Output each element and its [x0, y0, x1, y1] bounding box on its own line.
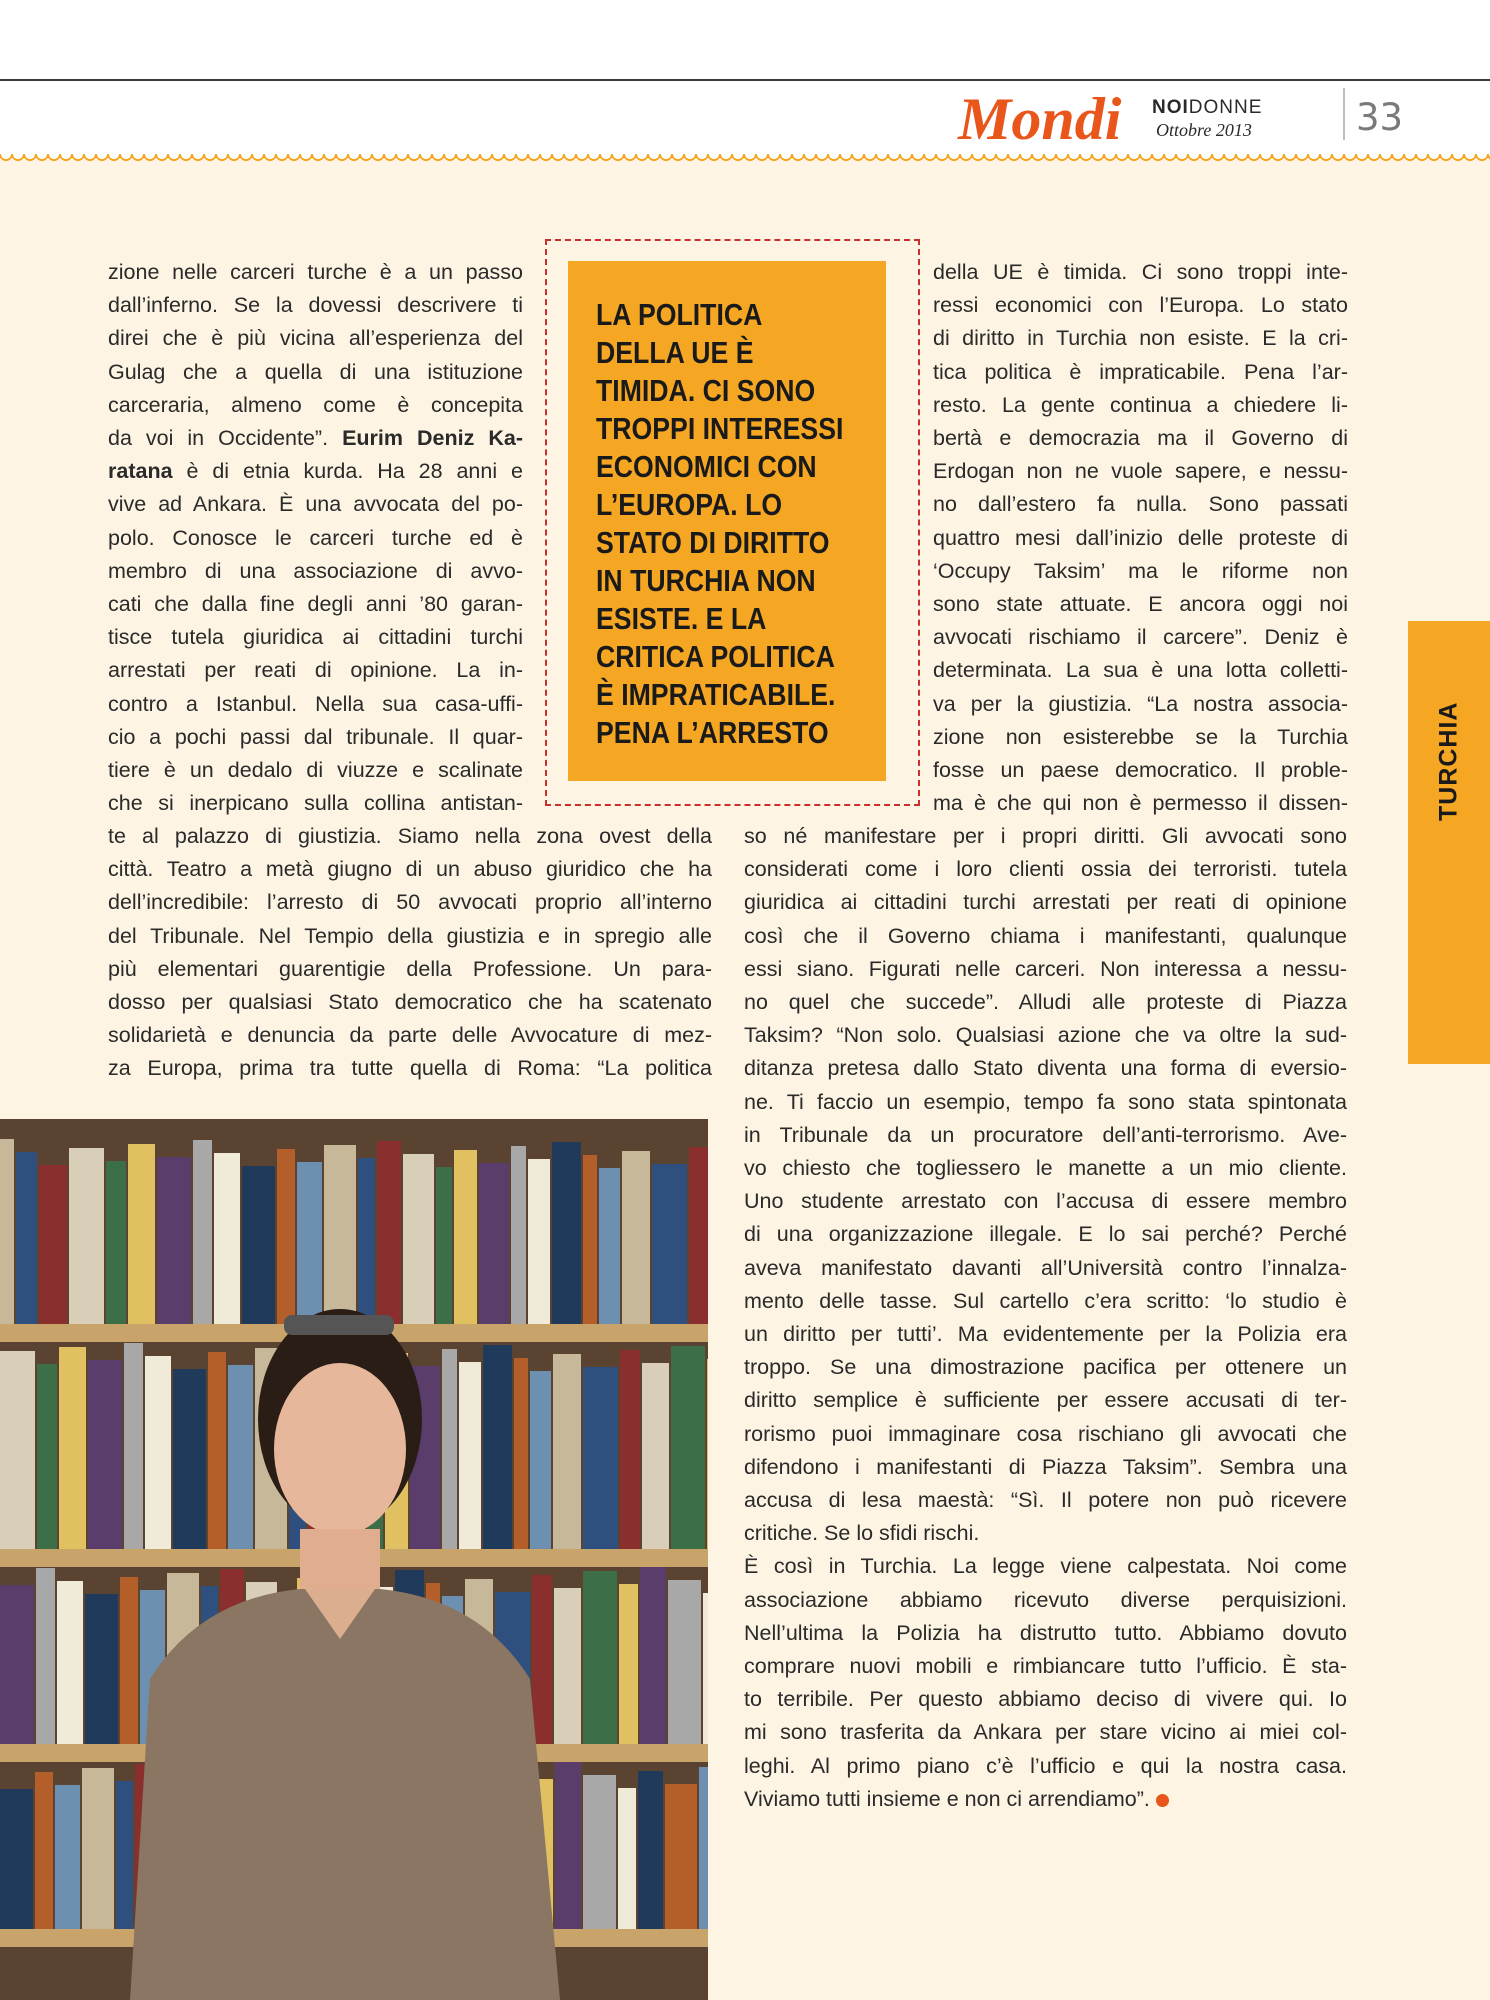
page-header — [0, 81, 1490, 159]
text-line: Erdogan non ne vuole sapere, e nessu- — [933, 459, 1348, 484]
text-line: considerati come i loro clienti ossia dei terroristi. tutela — [744, 857, 1347, 882]
text-line: Uno studente arrestato con l’accusa di essere membro — [744, 1189, 1347, 1214]
text-line: avvocati rischiamo il carcere”. Deniz è — [933, 625, 1348, 650]
book-spine — [193, 1140, 212, 1324]
text-line: dall’inferno. Se la dovessi descrivere ti — [108, 293, 523, 318]
text-line: diritto semplice è sufficiente per essere accusati di ter- — [744, 1388, 1347, 1413]
book-spine — [16, 1152, 37, 1324]
text-line: ressi economici con l’Europa. Lo stato — [933, 293, 1348, 318]
book-spine — [35, 1772, 53, 1929]
pull-quote — [568, 261, 886, 781]
text-line: direi che è più vicina all’esperienza del — [108, 326, 523, 351]
text-line: ma è che qui non è permesso il dissen- — [933, 791, 1348, 816]
interviewee-name-cont: ratana — [108, 459, 173, 484]
text-line: Viviamo tutti insieme e non ci arrendiamo”. — [744, 1783, 1347, 1816]
book-spine — [228, 1365, 253, 1549]
book-spine — [85, 1594, 118, 1744]
text-line: che si inerpicano sulla collina antistan- — [108, 791, 523, 816]
text-line: polo. Conosce le carceri turche ed è — [108, 525, 523, 550]
book-spine — [665, 1784, 697, 1929]
book-spine — [297, 1162, 322, 1324]
book-spine — [0, 1351, 35, 1549]
book-spine — [514, 1358, 528, 1549]
book-spine — [124, 1343, 143, 1549]
book-spine — [583, 1571, 617, 1744]
text-line: aveva manifestato davanti all’Università contro l’innalza- — [744, 1255, 1347, 1280]
side-tab-label: TURCHIA — [1434, 701, 1463, 821]
text-line: Nell’ultima la Polizia ha distrutto tutto. Abbiamo dovuto — [744, 1620, 1347, 1645]
book-spine — [403, 1154, 434, 1324]
text-line: troppo. Se una dimostrazione pacifica per ottenere un — [744, 1355, 1347, 1380]
book-spine — [157, 1157, 191, 1324]
book-spine — [511, 1146, 526, 1324]
book-spine — [620, 1350, 640, 1549]
book-spine — [0, 1585, 34, 1744]
text-line: difendono i manifestanti di Piazza Taksim”. Sembra una — [744, 1454, 1347, 1479]
text-line: to terribile. Per questo abbiamo deciso di vivere qui. Io — [744, 1687, 1347, 1712]
book-spine — [116, 1781, 133, 1929]
book-spine — [82, 1768, 114, 1929]
portrait-photo-graphic — [0, 1119, 708, 2000]
text-line: zione non esisterebbe se la Turchia — [933, 724, 1348, 749]
book-spine — [55, 1785, 80, 1929]
text-line: cati che dalla fine degli anni ’80 garan- — [108, 592, 523, 617]
page-number: 33 — [1356, 96, 1404, 139]
book-spine — [173, 1369, 206, 1549]
text-line: di una organizzazione illegale. E lo sai perché? Perché — [744, 1222, 1347, 1247]
book-spine — [671, 1346, 705, 1549]
magazine-name-bold: NOI — [1152, 97, 1189, 118]
book-spine — [619, 1584, 638, 1744]
book-spine — [36, 1568, 55, 1744]
end-mark-icon — [1156, 1794, 1169, 1807]
portrait-photo — [0, 1119, 708, 2000]
book-spine — [436, 1167, 452, 1324]
text-line: carceraria, almeno come è concepita — [108, 392, 523, 417]
text-line: te al palazzo di giustizia. Siamo nella zona ovest della — [108, 824, 712, 848]
text-line: quattro mesi dall’inizio delle proteste di — [933, 525, 1348, 550]
article-column-right-bottom — [744, 820, 1347, 1816]
text-line: da voi in Occidente”. Eurim Deniz Ka- — [108, 426, 523, 451]
text-line: critiche. Se lo sfidi rischi. — [744, 1521, 980, 1546]
book-spine — [57, 1581, 83, 1744]
text-line: essi siano. Figurati nelle carceri. Non interessa a nessu- — [744, 956, 1347, 981]
text-line: bertà e democrazia ma il Governo di — [933, 426, 1348, 451]
text-line: città. Teatro a metà giugno di un abuso giuridico che ha — [108, 857, 712, 882]
book-spine — [528, 1159, 550, 1324]
text-line: di diritto in Turchia non esiste. E la cri- — [933, 326, 1348, 351]
text-line: È così in Turchia. La legge viene calpestata. Noi come — [744, 1554, 1347, 1579]
magazine-name-rest: DONNE — [1188, 97, 1263, 118]
text-line: Gulag che a quella di una istituzione — [108, 359, 523, 384]
text-line: ditanza pretesa dallo Stato diventa una forma di eversio- — [744, 1056, 1347, 1081]
book-spine — [599, 1168, 620, 1324]
book-spine — [106, 1161, 126, 1324]
text-line: leghi. Al primo piano c’è l’ufficio e qui la nostra casa. — [744, 1753, 1347, 1778]
book-spine — [530, 1371, 551, 1549]
interviewee-name: Eurim Deniz Ka- — [342, 426, 523, 451]
book-spine — [668, 1580, 701, 1744]
book-spine — [69, 1148, 104, 1324]
text-line: no quel che succede”. Alludi alle proteste di Piazza — [744, 990, 1347, 1015]
book-spine — [622, 1151, 650, 1324]
article-column-left — [108, 256, 523, 820]
text-line: cio a pochi passi dal tribunale. Il quar- — [108, 724, 523, 749]
book-spine — [583, 1367, 618, 1549]
book-spine — [88, 1360, 122, 1549]
text-line: tisce tutela giuridica ai cittadini turchi — [108, 625, 523, 650]
text-line: resto. La gente continua a chiedere li- — [933, 392, 1348, 417]
book-spine — [699, 1767, 708, 1929]
book-spine — [454, 1150, 477, 1324]
article-column-right-top — [933, 256, 1348, 820]
book-spine — [689, 1147, 708, 1324]
header-wavy-rule — [0, 154, 1490, 166]
text-line: associazione abbiamo ricevuto diverse perquisizioni. — [744, 1587, 1347, 1612]
text-line: più elementari guarentigie della Professione. Un para- — [108, 956, 712, 981]
book-spine — [59, 1347, 86, 1549]
book-spine — [277, 1149, 295, 1324]
book-spine — [583, 1155, 597, 1324]
text-line: so né manifestare per i propri diritti. Gli avvocati sono — [744, 824, 1347, 848]
text-line: fosse un paese democratico. Il proble- — [933, 758, 1348, 783]
text-line: vo chiesto che togliessero le manette a un mio cliente. — [744, 1156, 1347, 1181]
text-line: dell’incredibile: l’arresto di 50 avvocati proprio all’interno — [108, 890, 712, 915]
text-line: va per la giustizia. “La nostra associa- — [933, 691, 1348, 716]
book-spine — [242, 1166, 275, 1324]
book-spine — [39, 1165, 67, 1324]
issue-date: Ottobre 2013 — [1156, 120, 1252, 140]
magazine-name — [1152, 98, 1262, 118]
article-column-wide — [108, 820, 712, 1086]
book-spine — [652, 1164, 687, 1324]
book-spine — [324, 1145, 356, 1324]
book-spine — [640, 1567, 666, 1744]
text-line: tiere è un dedalo di viuzze e scalinate — [108, 758, 523, 783]
text-line: solidarietà e denuncia da parte delle Avvocature di mez- — [108, 1023, 712, 1048]
book-spine — [442, 1349, 457, 1549]
book-spine — [0, 1789, 33, 1929]
text-line: mento delle tasse. Sul cartello c’era scritto: ‘lo studio è — [744, 1288, 1347, 1313]
book-spine — [552, 1142, 581, 1324]
pull-quote-text: LA POLITICA DELLA UE È TIMIDA. CI SONO TROPPI INTERESSI ECONOMICI CON L’EUROPA. LO STATO DI DIRITTO IN TURCHIA NON ESISTE. E LA CRITICA POLITICA È IMPRATICABILE. PENA L’ARRESTO — [596, 297, 844, 750]
text-line: della UE è timida. Ci sono troppi inte- — [933, 260, 1348, 284]
book-spine — [459, 1362, 481, 1549]
book-spine — [532, 1575, 552, 1744]
text-line: zione nelle carceri turche è a un passo — [108, 260, 523, 284]
text-line: no dall’estero fa nulla. Sono passati — [933, 492, 1348, 517]
text-line: così che il Governo chiama i manifestanti, qualunque — [744, 923, 1347, 948]
text-line: rorismo puoi immaginare cosa rischiano gli avvocati che — [744, 1421, 1347, 1446]
book-spine — [120, 1577, 138, 1744]
book-spine — [553, 1354, 581, 1549]
book-spine — [555, 1762, 581, 1929]
book-spine — [583, 1775, 616, 1929]
text-line: accusa di lesa maestà: “Sì. Il potere non può ricevere — [744, 1488, 1347, 1513]
book-spine — [128, 1144, 155, 1324]
book-spine — [483, 1345, 512, 1549]
book-spine — [145, 1356, 171, 1549]
text-line: membro di una associazione di avvo- — [108, 558, 523, 583]
book-spine — [0, 1139, 14, 1324]
book-spine — [707, 1359, 708, 1549]
book-spine — [618, 1788, 636, 1929]
text-line: del Tribunale. Nel Tempio della giustizia e in spregio alle — [108, 923, 712, 948]
text-line: vive ad Ankara. È una avvocata del po- — [108, 492, 523, 517]
text-line: Taksim? “Non solo. Qualsiasi azione che va oltre la sud- — [744, 1023, 1347, 1048]
text-line: sono state attuate. E ancora oggi noi — [933, 592, 1348, 617]
text-line: un diritto per tutti’. Ma evidentemente per la Polizia era — [744, 1322, 1347, 1347]
top-margin — [0, 0, 1490, 80]
text-line: ne. Ti faccio un esempio, tempo fa sono stata spintonata — [744, 1089, 1347, 1114]
text-line: ratana è di etnia kurda. Ha 28 anni e — [108, 459, 523, 484]
book-spine — [638, 1771, 663, 1929]
text-line: arrestati per reati di opinione. La in- — [108, 658, 523, 683]
book-spine — [377, 1141, 401, 1324]
text-line: dosso per qualsiasi Stato democratico che ha scatenato — [108, 990, 712, 1015]
book-spine — [703, 1593, 708, 1744]
text-line: determinata. La sua è una lotta colletti- — [933, 658, 1348, 683]
text-line: mi sono trasferita da Ankara per stare vicino ai miei col- — [744, 1720, 1347, 1745]
book-spine — [214, 1153, 240, 1324]
book-spine — [642, 1363, 669, 1549]
book-spine — [208, 1352, 226, 1549]
book-spine — [37, 1364, 57, 1549]
text-line: za Europa, prima tra tutte quella di Roma: “La politica — [108, 1056, 712, 1081]
text-line: giuridica ai cittadini turchi arrestati per reati di opinione — [744, 890, 1347, 915]
book-spine — [479, 1163, 509, 1324]
text-line: tica politica è impraticabile. Pena l’ar- — [933, 359, 1348, 384]
book-spine — [554, 1588, 581, 1744]
text-line: ‘Occupy Taksim’ ma le riforme non — [933, 558, 1348, 583]
header-divider — [1343, 88, 1345, 140]
text-line: in Tribunale da un procuratore dell’anti-terrorismo. Ave- — [744, 1122, 1347, 1147]
text-line: contro a Istanbul. Nella sua casa-uffi- — [108, 691, 523, 716]
section-title: Mondi — [958, 86, 1122, 152]
book-spine — [358, 1158, 375, 1324]
text-line: comprare nuovi mobili e rimbiancare tutto l’ufficio. È sta- — [744, 1654, 1347, 1679]
